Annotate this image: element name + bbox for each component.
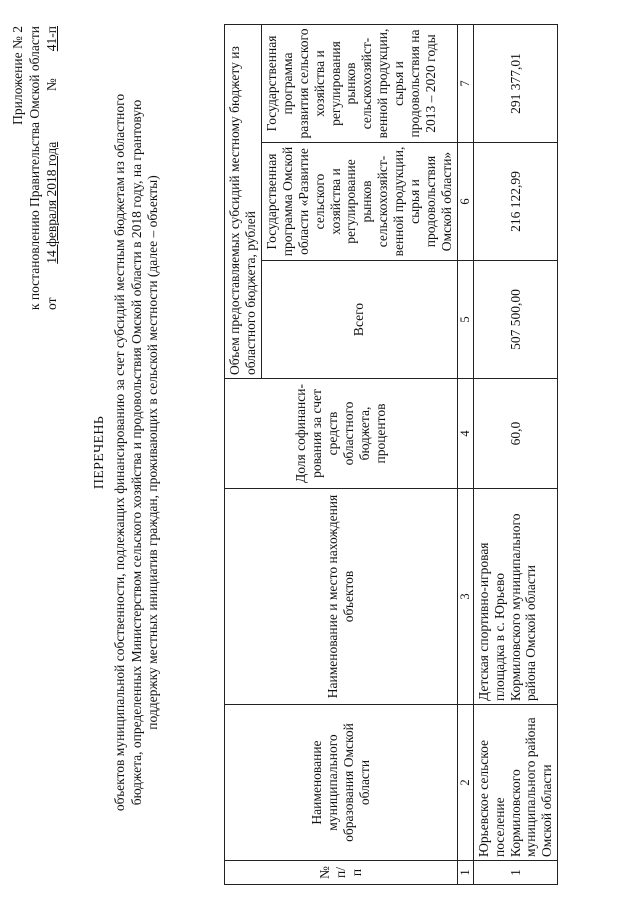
appendix-number: Приложение № 2 — [10, 26, 25, 125]
objects-table — [224, 24, 558, 885]
header-object: Наименование и место нахождения объектов — [225, 489, 458, 705]
row-program-federal: 291 377,01 — [473, 24, 558, 142]
column-number: 6 — [457, 143, 473, 261]
column-number: 5 — [457, 261, 473, 379]
subtitle-line: бюджета, определенных Министерством сельского хозяйства и продовольствия Омской области в 2018 году, на грантовую — [128, 99, 144, 806]
header-program-federal: Государственная программа развития сельского хозяйства и регулирования рынков сельскохозяйст-венной продукции, сырья и продовольствия на 2013 – 2020 годы — [261, 24, 457, 142]
column-number: 1 — [457, 861, 473, 885]
column-number: 4 — [457, 379, 473, 489]
table-row — [473, 24, 558, 884]
header-program-regional: Государственная программа Омской области «Развитие сельского хозяйства и регулирование рынков сельскохозяйст-венной продукции, сырья и продовольствия Омской области» — [261, 143, 457, 261]
appendix-from-label: от — [43, 297, 59, 310]
appendix-decree-number: 41-п — [43, 26, 59, 52]
header-volume-group: Объем предоставляемых субсидий местному бюджету из областного бюджета, рублей — [225, 24, 262, 378]
subtitle-line: объектов муниципальной собственности, подлежащих финансированию за счет субсидий местным бюджетам из областного — [112, 93, 127, 812]
appendix-block — [10, 26, 61, 310]
header-row-top — [225, 24, 262, 884]
row-program-regional: 216 122,99 — [473, 143, 558, 261]
column-number: 3 — [457, 489, 473, 705]
header-num: № п/п — [225, 861, 458, 885]
row-total: 507 500,00 — [473, 261, 558, 379]
row-num: 1 — [473, 861, 558, 885]
appendix-date-line — [44, 26, 61, 310]
row-object: Детская спортивно-игровая площадка в с. Юрьево Кормиловского муниципального района Омской области — [473, 489, 558, 705]
column-number: 7 — [457, 24, 473, 142]
header-total: Всего — [261, 261, 457, 379]
appendix-number-label: № — [43, 78, 59, 92]
document-title: ПЕРЕЧЕНЬ — [92, 415, 107, 490]
row-municipality: Юрьевское сельское поселение Кормиловского муниципального района Омской области — [473, 705, 558, 861]
column-numbers-row — [457, 24, 473, 884]
header-share: Доля софинанси-рования за счет средств областного бюджета, процентов — [225, 379, 458, 489]
header-municipality: Наименование муниципального образования Омской области — [225, 705, 458, 861]
appendix-reference: к постановлению Правительства Омской области — [26, 26, 42, 311]
appendix-date: 14 февраля 2018 года — [43, 141, 59, 264]
document-subtitle — [112, 40, 162, 865]
column-number: 2 — [457, 705, 473, 861]
row-share: 60,0 — [473, 379, 558, 489]
subtitle-line: поддержку местных инициатив граждан, проживающих в сельской местности (далее – объекты) — [145, 175, 161, 730]
